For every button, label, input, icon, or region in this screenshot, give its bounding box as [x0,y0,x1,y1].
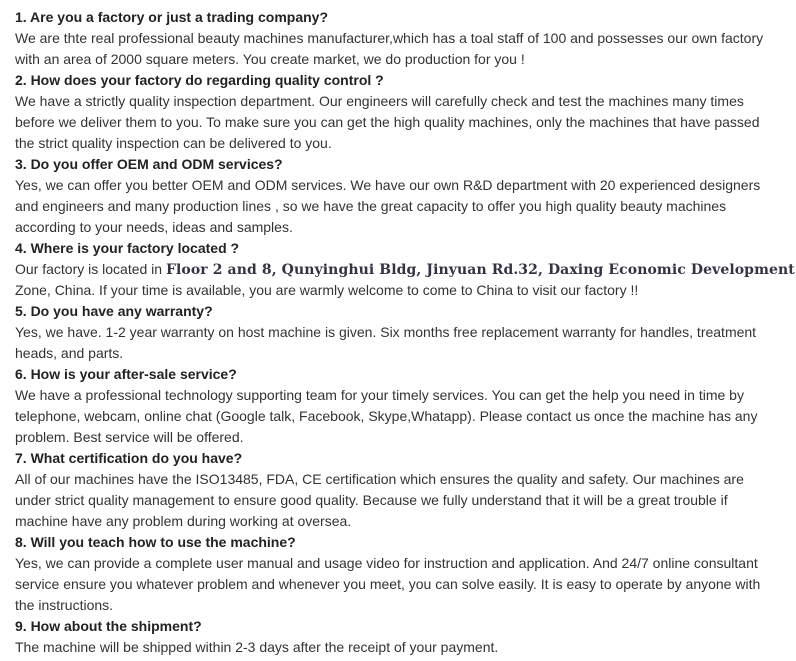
faq-answer-5-line-2: heads, and parts. [15,345,124,361]
faq-question-1: 1. Are you a factory or just a trading company? [15,9,328,25]
faq-answer-3-line-3: according to your needs, ideas and samples. [15,219,293,235]
faq-answer-6-line-2: telephone, webcam, online chat (Google talk, Facebook, Skype,Whatapp). Please contact us once the machine has any [15,408,758,424]
faq-answer-4-prefix: Our factory is located in [15,261,166,277]
faq-answer-7-line-3: machine have any problem during working at oversea. [15,513,352,529]
faq-question-8: 8. Will you teach how to use the machine? [15,534,296,550]
faq-question-6: 6. How is your after-sale service? [15,366,237,382]
faq-answer-4-line-2: Zone, China. If your time is available, you are warmly welcome to come to China to visit our factory !! [15,282,639,298]
faq-list [15,7,795,658]
faq-answer-3-line-1: Yes, we can offer you better OEM and ODM services. We have our own R&D department with 20 experienced designers [15,177,761,193]
faq-answer-2-line-2: before we deliver them to you. To make sure you can get the high quality machines, only the machines that have passed [15,114,760,130]
faq-answer-5-line-1: Yes, we have. 1-2 year warranty on host machine is given. Six months free replacement warranty for handles, treatment [15,324,757,340]
faq-question-5: 5. Do you have any warranty? [15,303,213,319]
faq-answer-3-line-2: and engineers and many production lines , so we have the great capacity to offer you high quality beauty machines [15,198,727,214]
faq-question-7: 7. What certification do you have? [15,450,243,466]
faq-answer-7-line-1: All of our machines have the ISO13485, FDA, CE certification which ensures the quality and safety. Our machines are [15,471,744,487]
factory-address: Floor 2 and 8, Qunyinghui Bldg, Jinyuan Rd.32, Daxing Economic Development [165,262,795,278]
faq-answer-4-line-1 [15,259,795,280]
faq-question-3: 3. Do you offer OEM and ODM services? [15,156,283,172]
faq-answer-8-line-3: the instructions. [15,597,114,613]
faq-answer-6-line-3: problem. Best service will be offered. [15,429,244,445]
faq-question-2: 2. How does your factory do regarding quality control ? [15,72,384,88]
faq-answer-8-line-1: Yes, we can provide a complete user manual and usage video for instruction and application. And 24/7 online consultant [15,555,758,571]
faq-question-4: 4. Where is your factory located ? [15,240,240,256]
faq-question-9: 9. How about the shipment? [15,618,202,634]
faq-answer-7-line-2: under strict quality management to ensure good quality. Because we fully understand that it will be a great trouble if [15,492,728,508]
faq-answer-6-line-1: We have a professional technology supporting team for your timely services. You can get the help you need in time by [15,387,744,403]
faq-answer-1-line-1: We are thte real professional beauty machines manufacturer,which has a toal staff of 100 and possesses our own factory [15,30,764,46]
faq-answer-8-line-2: service ensure you whatever problem and whenever you meet, you can solve easily. It is easy to operate by anyone with [15,576,761,592]
faq-answer-9-line-1: The machine will be shipped within 2-3 days after the receipt of your payment. [15,639,499,655]
faq-answer-1-line-2: with an area of 2000 square meters. You create market, we do production for you ! [15,51,525,67]
faq-answer-2-line-1: We have a strictly quality inspection department. Our engineers will carefully check and test the machines many times [15,93,744,109]
faq-answer-2-line-3: the strict quality inspection can be delivered to you. [15,135,332,151]
